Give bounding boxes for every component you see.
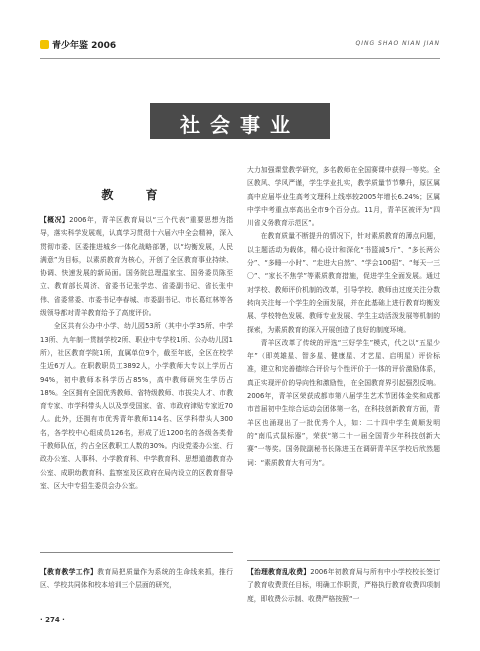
fees-paragraph (247, 566, 440, 606)
page-number: · 274 · (40, 616, 65, 624)
right-column (247, 164, 440, 470)
right-divider (247, 560, 440, 561)
header-left (40, 38, 116, 51)
chapter-banner (150, 103, 330, 139)
school-stats-paragraph: 全区共有公办中小学、幼儿园53所（其中小学35所、中学13所、九年制一贯制学校2所、职业中专学校1所、公办幼儿园1所），社区教育学院1所，直属单位9个，截至年底，全区在校学生近6万人。在职教职员工3892人，小学教师大专以上学历占94%，初中教师本科学历占85%，高中教师研究生学历占18%。全区拥有全国优秀教师、省特级教师、市拔尖人才、市教育专家、市学科带头人以及享受国家、省、市政府津贴专家近70人。此外，还拥有市优秀青年教师114名、区学科带头人300名，各学校中心组成员126名，形成了近1200名的各级各类骨干教师队伍，约占全区教职工人数的30%。内设党委办公室、行政办公室、人事科、小学教育科、中学教育科、思想道德教育办公室、成职幼教育科、监察室及区政府在局内设立的区教育督导室、区大中专招生委员会办公室。 (40, 322, 233, 490)
left-divider (40, 552, 233, 553)
quality-education-paragraph: 在教育质量不断提升的情况下，针对素质教育的薄点问题，以主题活动为载体，精心设计和深化“书篮减5斤”、“多长两公分”、“多睡一小时”、“走进大自然”、“学会100招”、“每天一三〇”、“家长不焦学”等素质教育措施，促进学生全面发展。通过对学校、教师评价机制的改革，引导学校、教师由过度关注分数转向关注每一个学生的全面发展，并在此基础上进行教育均衡发展、学校特色发展、教师专业发展、学生主动活泼发展等机制的探索，为素质教育的深入开展创造了良好的制度环境。 (247, 232, 440, 334)
fees-tag: 【治理教育乱收费】 (247, 568, 311, 576)
fees-text: 2006年初教育局与所有中小学校校长签订了教育收费责任目标，明确工作职责，严格执行教育收费四项制度，即收费公示制、收费严格按照“一 (247, 568, 440, 603)
teaching-tag: 【教育教学工作】 (40, 568, 98, 576)
fees-section (247, 566, 440, 606)
header-title: 青少年鉴 2006 (52, 41, 117, 51)
evaluation-paragraph: 青羊区改革了传统的评选“三好学生”模式，代之以“五星少年”（即英雄星、智多星、健康星、才艺星、启明星）评价标准，建立和完善德综合评价与个性评价于一体的评价激励体系，真正实现评价的导向性和激励性，在全国教育界引起强烈反响。2006年，青羊区荣获成都市第八届学生艺术节团体金奖和成都市首届初中生综合运动会团体第一名，在科技创新教育方面，青羊区也涌现出了一批优秀个人，如：二十四中学生黄顺发明的“南瓜式鼠标器”，荣获“第二十一届全国青少年科技创新大赛”一等奖。国务院副秘书长陈进玉在调研青羊区学校后欣然题词：“素质教育大有可为”。 (247, 338, 440, 467)
header-rule (40, 58, 440, 59)
running-header (40, 38, 440, 54)
quality-paragraph: 大力加强课堂教学研究，多名教师在全国赛课中获得一等奖。全区教风、学风严谨，学生学业扎实，教学质量节节攀升，原区属高中应届毕业生高考文理科上线率较2005年增长6.24%；区属中学中考重点率高出全市9个百分点。11月，青羊区被评为“四川省义务教育示范区”。 (247, 166, 440, 228)
chapter-title: 社会事业 (180, 113, 300, 137)
teaching-paragraph (40, 566, 233, 593)
overview-paragraph (40, 214, 233, 320)
left-column (40, 214, 233, 493)
overview-tag: 【概况】 (40, 216, 70, 224)
overview-text: 2006年，青羊区教育局以“三个代表”重要思想为指导，落实科学发展观，认真学习贯彻十六届六中全会精神，深入贯彻市委、区委推进城乡一体化战略部署，以“均衡发展，人民满意”为目标，以素质教育为核心，开创了全区教育事业持续、协调、快速发展的新局面。国务院总理温家宝、国务委员陈至立、教育部长周济、省委书记张学忠、省委副书记、省长张中伟、省委常委、市委书记李春城、市委副书记、市长葛红林等各级领导都对青羊教育给予了高度评价。 (40, 216, 234, 318)
teaching-text: 教育局把质量作为系统的生命线来抓，推行区、学校共同体和校本培训三个层面的研究， (40, 568, 234, 590)
yearbook-logo-icon (40, 40, 49, 49)
header-pinyin: QING SHAO NIAN JIAN (355, 40, 440, 47)
teaching-work-section (40, 566, 233, 593)
section-title: 教 育 (101, 188, 172, 202)
